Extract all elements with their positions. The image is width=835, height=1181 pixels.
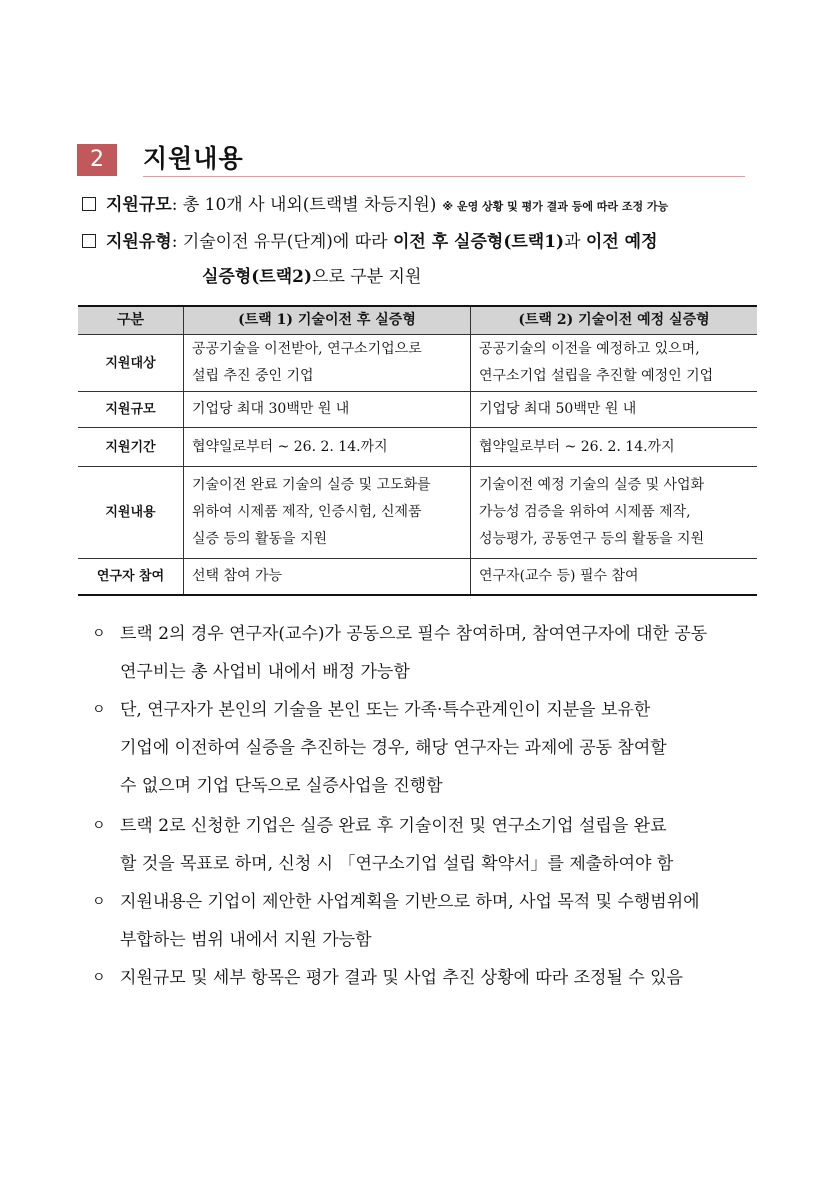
- cell-line: 공공기술을 이전받아, 연구소기업으로: [192, 341, 422, 357]
- row-label: 지원대상: [78, 335, 184, 392]
- cell-line: 기업당 최대 30백만 원 내: [192, 401, 350, 417]
- bullet-line: 지원내용은 기업이 제안한 사업계획을 기반으로 하며, 사업 목적 및 수행범위에: [120, 892, 700, 912]
- row-label: 연구자 참여: [78, 559, 184, 596]
- bullet-item: [92, 615, 762, 691]
- cell-line: 선택 참여 가능: [192, 568, 283, 584]
- track1-cell: [184, 428, 471, 467]
- bullet-line: 트랙 2의 경우 연구자(교수)가 공동으로 필수 참여하며, 참여연구자에 대한 공동: [120, 624, 708, 644]
- bullet-item: [92, 691, 762, 805]
- track2-cell: [471, 467, 758, 559]
- bullet-mark: ㅇ: [92, 626, 106, 642]
- track1-cell: [184, 335, 471, 392]
- cell-line: 협약일로부터 ~ 26. 2. 14.까지: [479, 438, 675, 455]
- track1-cell: [184, 392, 471, 428]
- table-row: [78, 392, 757, 428]
- bullet-mark: ㅇ: [92, 702, 106, 718]
- row-label: 지원내용: [78, 467, 184, 559]
- cell-line: 성능평가, 공동연구 등의 활동을 지원: [479, 531, 705, 547]
- track2-cell: [471, 428, 758, 467]
- cell-line: 연구소기업 설립을 추진할 예정인 기업: [479, 368, 714, 384]
- table-row: [78, 335, 757, 392]
- table-row: [78, 428, 757, 467]
- support-table: [78, 305, 757, 596]
- cell-line: 설립 추진 중인 기업: [192, 368, 314, 384]
- cell-line: 위하여 시제품 제작, 인증시험, 신제품: [192, 504, 422, 520]
- cell-line: 협약일로부터 ~ 26. 2. 14.까지: [192, 438, 388, 455]
- cell-line: 실증 등의 활동을 지원: [192, 531, 328, 547]
- support-type-track2-a: 이전 예정: [585, 232, 658, 252]
- row-label: 지원기간: [78, 428, 184, 467]
- track1-cell: [184, 467, 471, 559]
- cell-line: 기술이전 예정 기술의 실증 및 사업화: [479, 477, 705, 493]
- section-number-badge: 2: [77, 144, 117, 176]
- bullet-item: [92, 807, 762, 883]
- support-type-line-2: [202, 264, 421, 290]
- cell-line: 연구자(교수 등) 필수 참여: [479, 568, 639, 584]
- section-divider: [143, 176, 745, 177]
- support-type-line: [82, 229, 658, 255]
- bullet-line: 지원규모 및 세부 항목은 평가 결과 및 사업 추진 상황에 따라 조정될 수 있음: [120, 968, 683, 988]
- bullet-mark: ㅇ: [92, 818, 106, 834]
- row-label: 지원규모: [78, 392, 184, 428]
- table-row: [78, 559, 757, 596]
- support-scale-label: 지원규모: [106, 195, 172, 215]
- support-scale-text: : 총 10개 사 내외(트랙별 차등지원): [171, 195, 437, 215]
- support-type-track2-b: 실증형(트랙2): [202, 267, 313, 287]
- section-header: [77, 140, 745, 180]
- track2-cell: [471, 392, 758, 428]
- support-type-conj: 과: [564, 232, 586, 252]
- cell-line: 가능성 검증을 위하여 시제품 제작,: [479, 504, 691, 520]
- bullet-line: 트랙 2로 신청한 기업은 실증 완료 후 기술이전 및 연구소기업 설립을 완료: [120, 816, 667, 836]
- table-header-cell: 구분: [78, 306, 184, 335]
- support-type-label: 지원유형: [106, 232, 172, 252]
- checkbox-icon: [82, 197, 96, 211]
- bullet-line: 수 없으며 기업 단독으로 실증사업을 진행함: [120, 776, 443, 796]
- bullet-mark: ㅇ: [92, 970, 106, 986]
- support-type-text: : 기술이전 유무(단계)에 따라: [171, 232, 393, 252]
- cell-line: 공공기술의 이전을 예정하고 있으며,: [479, 341, 700, 357]
- bullet-line: 연구비는 총 사업비 내에서 배정 가능함: [120, 662, 410, 682]
- section-title: 지원내용: [143, 144, 244, 173]
- bullet-line: 단, 연구자가 본인의 기술을 본인 또는 가족·특수관계인이 지분을 보유한: [120, 700, 651, 720]
- table-header-cell: (트랙 2) 기술이전 예정 실증형: [471, 306, 758, 335]
- cell-line: 기술이전 완료 기술의 실증 및 고도화를: [192, 477, 431, 493]
- bullet-mark: ㅇ: [92, 894, 106, 910]
- table-row: [78, 467, 757, 559]
- support-type-track1: 이전 후 실증형(트랙1): [392, 232, 565, 252]
- support-scale-note: ※ 운영 상황 및 평가 결과 등에 따라 조정 가능: [442, 200, 669, 213]
- table-header-cell: (트랙 1) 기술이전 후 실증형: [184, 306, 471, 335]
- cell-line: 기업당 최대 50백만 원 내: [479, 401, 637, 417]
- table-header-row: [78, 306, 757, 335]
- track1-cell: [184, 559, 471, 596]
- bullet-item: [92, 883, 762, 959]
- track2-cell: [471, 335, 758, 392]
- bullet-line: 기업에 이전하여 실증을 추진하는 경우, 해당 연구자는 과제에 공동 참여할: [120, 738, 667, 758]
- track2-cell: [471, 559, 758, 596]
- support-type-tail: 으로 구분 지원: [312, 267, 422, 287]
- bullet-line: 부합하는 범위 내에서 지원 가능함: [120, 930, 372, 950]
- bullet-line: 할 것을 목표로 하며, 신청 시 「연구소기업 설립 확약서」를 제출하여야 함: [120, 854, 674, 874]
- support-scale-line: [82, 192, 668, 220]
- checkbox-icon: [82, 234, 96, 248]
- bullet-item: [92, 959, 762, 997]
